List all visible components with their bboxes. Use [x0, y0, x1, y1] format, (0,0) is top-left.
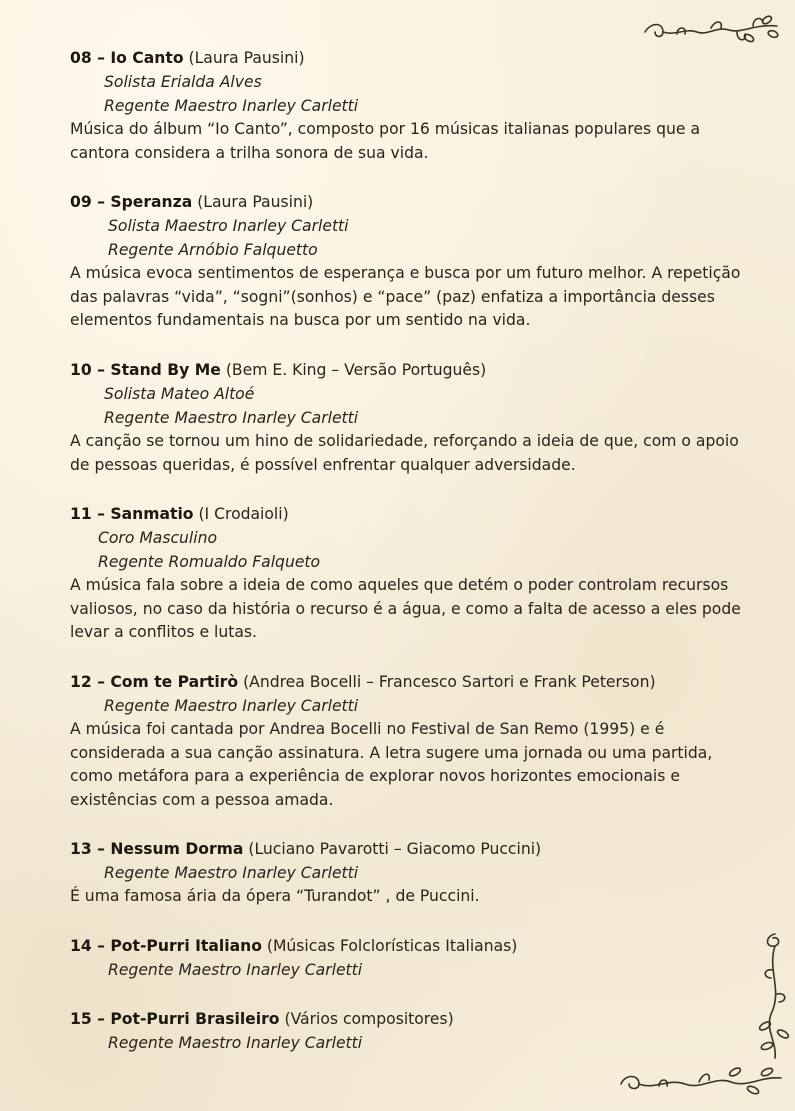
- entry-title: Pot-Purri Brasileiro: [110, 1009, 280, 1028]
- entry-number: 13: [70, 840, 92, 859]
- program-entry: [70, 190, 750, 333]
- program-entry: [70, 1007, 750, 1055]
- entry-description: A música foi cantada por Andrea Bocelli no Festival de San Remo (1995) e é considerada a sua canção assinatura. A letra sugere uma jornada ou uma partida, como metáfora para a experiência de explorar novos horizontes emocionais e existências com a pessoa amada.: [70, 719, 713, 809]
- program-entry: [70, 934, 750, 982]
- entry-title: Io Canto: [110, 49, 184, 67]
- entry-composer: (Andrea Bocelli – Francesco Sartori e Frank Peterson): [243, 672, 656, 691]
- entry-heading: [70, 934, 750, 958]
- entry-heading: [70, 502, 750, 526]
- program-entry: [70, 837, 750, 909]
- entry-separator: –: [91, 49, 111, 67]
- entry-separator: –: [91, 840, 111, 859]
- entry-separator: –: [91, 193, 111, 212]
- entry-description: A música evoca sentimentos de esperança e busca por um futuro melhor. A repetição das palavras “vida”, “sogni”(sonhos) e “pace” (paz) enfatiza a importância desses elementos fundamentais na busca por um sentido na vida.: [70, 264, 741, 330]
- entry-composer: (Laura Pausini): [197, 193, 314, 212]
- entry-composer: (Músicas Folclorísticas Italianas): [266, 936, 518, 955]
- entry-heading: [70, 46, 750, 70]
- entry-role: Regente Maestro Inarley Carletti: [104, 864, 359, 883]
- entry-description: A música fala sobre a ideia de como aqueles que detém o poder controlam recursos valiosos, no caso da história o recurso é a água, e como a falta de acesso a eles pode levar a conflitos e lutas.: [70, 576, 741, 642]
- entry-description: A canção se tornou um hino de solidariedade, reforçando a ideia de que, com o apoio de pessoas queridas, é possível enfrentar qualquer adversidade.: [70, 431, 739, 474]
- entry-number: 09: [70, 193, 92, 212]
- entry-role: Coro Masculino: [98, 529, 218, 548]
- entry-role: Regente Maestro Inarley Carletti: [108, 1033, 363, 1052]
- entry-role: Solista Erialda Alves: [104, 73, 262, 91]
- entry-composer: (Vários compositores): [284, 1009, 454, 1028]
- entry-number: 14: [70, 936, 92, 955]
- entry-composer: (Luciano Pavarotti – Giacomo Puccini): [248, 840, 542, 859]
- entry-number: 12: [70, 672, 92, 691]
- entry-number: 11: [70, 505, 92, 524]
- program-entry: [70, 502, 750, 645]
- entry-title: Sanmatio: [110, 505, 194, 524]
- entry-heading: [70, 1007, 750, 1031]
- program-entry: [70, 46, 750, 165]
- entry-heading: [70, 358, 750, 382]
- entry-heading: [70, 190, 750, 214]
- entry-role: Solista Maestro Inarley Carletti: [108, 217, 349, 236]
- entry-title: Stand By Me: [110, 360, 221, 379]
- entry-number: 08: [70, 49, 92, 67]
- entry-role: Regente Maestro Inarley Carletti: [104, 408, 359, 427]
- entry-title: Pot-Purri Italiano: [110, 936, 262, 955]
- entry-title: Nessum Dorma: [110, 840, 244, 859]
- entry-separator: –: [91, 936, 111, 955]
- entry-description: Música do álbum “Io Canto”, composto por 16 músicas italianas populares que a cantora considera a trilha sonora de sua vida.: [70, 120, 700, 162]
- entry-role: Regente Maestro Inarley Carletti: [104, 696, 359, 715]
- entry-role: Regente Maestro Inarley Carletti: [104, 97, 359, 115]
- entry-composer: (Laura Pausini): [188, 49, 305, 67]
- entry-heading: [70, 837, 750, 861]
- entry-number: 10: [70, 360, 92, 379]
- program-list: [70, 46, 750, 1080]
- entry-description: É uma famosa ária da ópera “Turandot” , de Puccini.: [70, 887, 480, 906]
- entry-role: Regente Arnóbio Falquetto: [108, 241, 318, 260]
- entry-composer: (Bem E. King – Versão Português): [225, 360, 487, 379]
- program-entry: [70, 670, 750, 812]
- program-entry: [70, 358, 750, 477]
- entry-separator: –: [91, 505, 111, 524]
- entry-separator: –: [91, 672, 111, 691]
- entry-title: Speranza: [110, 193, 193, 212]
- entry-role: Regente Romualdo Falqueto: [98, 553, 321, 572]
- entry-title: Com te Partirò: [110, 672, 239, 691]
- vine-ornament-side-icon: [757, 930, 791, 1060]
- entry-number: 15: [70, 1009, 92, 1028]
- entry-role: Solista Mateo Altoé: [104, 384, 255, 403]
- vine-ornament-top-icon: [641, 12, 781, 48]
- entry-composer: (I Crodaioli): [198, 505, 289, 524]
- entry-role: Regente Maestro Inarley Carletti: [108, 960, 363, 979]
- entry-heading: [70, 670, 750, 694]
- entry-separator: –: [91, 1009, 111, 1028]
- entry-separator: –: [91, 360, 111, 379]
